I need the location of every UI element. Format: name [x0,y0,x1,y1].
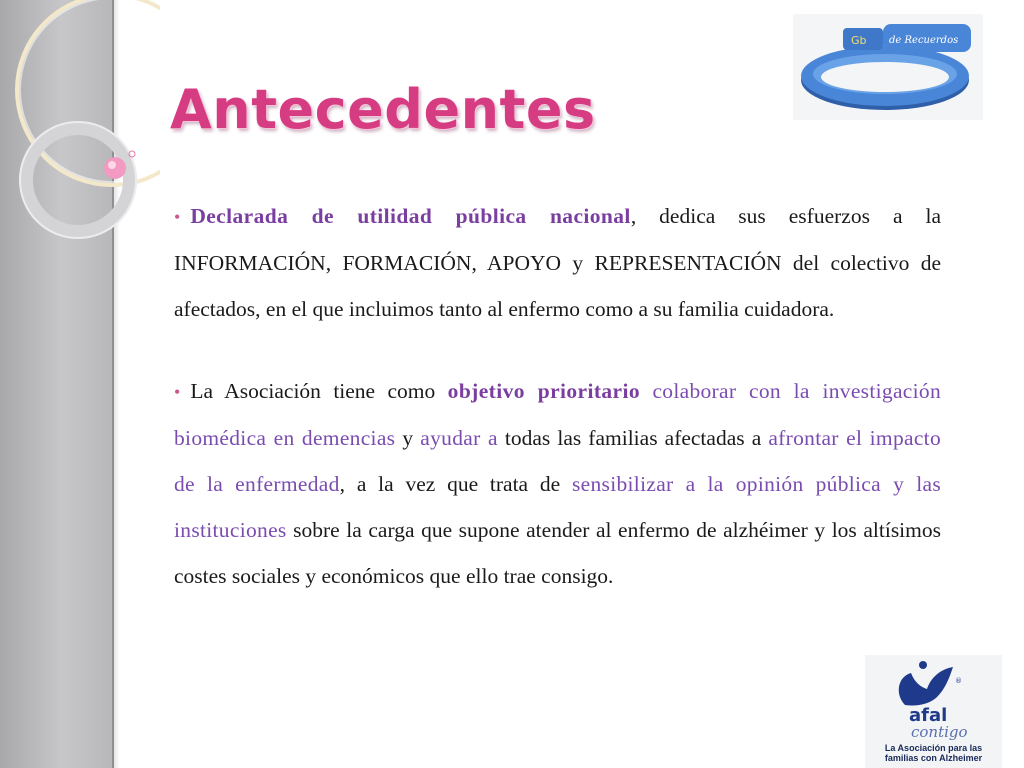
slide-title: Antecedentes [170,78,596,141]
afal-wordmark: afal [909,705,948,726]
decorative-circles [0,0,160,260]
text-segment [640,379,652,403]
text-segment: sensibilizar a la opinión pública y las instituciones [174,472,942,542]
bullet-icon: • [174,382,181,402]
dove-shape [899,667,953,706]
afal-tagline [865,743,1002,763]
dove-dot [919,661,927,669]
text-segment: , dedica sus esfuerzos a la INFORMACIÓN, FORMACIÓN, APOYO y REPRESENTACIÓN del colectivo de afectados, en el que incluimos tanto al enfermo como a su familia cuidadora. [174,204,941,321]
text-segment: colaborar con la investigación biomédica en demencias [174,379,941,450]
paragraph-objetivo [174,368,941,599]
text-segment: sobre la carga que supone atender al enfermo de alzhéimer y los altísimos costes sociales y económicos que ello trae consigo. [174,518,941,588]
text-segment: objetivo prioritario [447,379,641,403]
bullet-icon: • [174,207,181,227]
afal-contigo: contigo [911,723,968,741]
afal-tagline-line2: familias con Alzheimer [884,753,983,763]
slide-body [174,193,941,599]
text-segment: Declarada de utilidad pública nacional [190,204,631,228]
afal-dove-icon [865,655,1002,745]
text-segment: La Asociación tiene como [190,379,448,403]
afal-tagline-line1: La Asociación para las [884,743,983,753]
pink-dot-shine [108,161,116,169]
afal-logo [865,655,1002,768]
bracelet-recuerdos-label: de Recuerdos [889,35,959,46]
paragraph-utilidad-publica [174,193,941,332]
text-segment: y [395,426,421,450]
text-segment: ayudar a [420,426,498,450]
registered-mark: ® [955,677,962,685]
bracelet-gb-label: Gb [851,34,867,47]
bracelet-hole [821,62,949,92]
text-segment: , a la vez que trata de [339,472,572,496]
text-segment: todas las familias afectadas a [497,426,769,450]
usb-bracelet-image [793,14,983,120]
text-segment: afrontar el impacto de la enfermedad [174,426,942,496]
pink-dot [104,157,126,179]
